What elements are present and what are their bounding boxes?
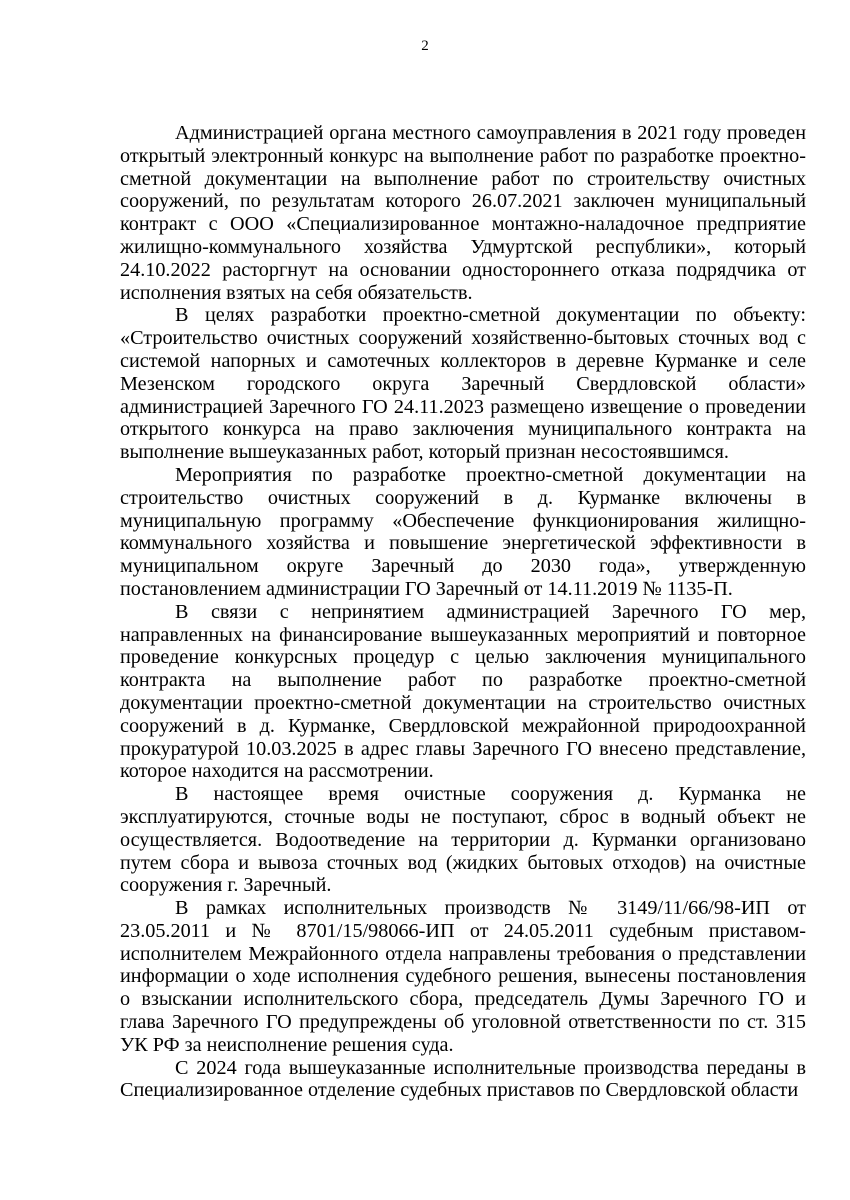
page-number: 2 (421, 38, 429, 54)
paragraph-prosecutor-submission: В связи с непринятием администрацией Заречного ГО мер, направленных на финансирование вышеуказанных мероприятий и повторное проведение конкурсных процедур с целью заключения муниципального контракта на выполнение работ по разработке проектно-сметной документации проектно-сметной документации на строительство очистных сооружений в д. Курманке, Свердловской межрайонной природоохранной прокуратурой 10.03.2025 в адрес главы Заречного ГО внесено представление, которое находится на рассмотрении. (120, 600, 806, 783)
paragraph-transfer-2024: С 2024 года вышеуказанные исполнительные производства переданы в Специализированное отделение судебных приставов по Свердловской области (120, 1056, 806, 1102)
paragraph-contract-2021: Администрацией органа местного самоуправления в 2021 году проведен открытый электронный конкурс на выполнение работ по разработке проектно-сметной документации на выполнение работ по строительству очистных сооружений, по результатам которого 26.07.2021 заключен муниципальный контракт с ООО «Специализированное монтажно-наладочное предприятие жилищно-коммунального хозяйства Удмуртской республики», который 24.10.2022 расторгнут на основании одностороннего отказа подрядчика от исполнения взятых на себя обязательств. (120, 122, 806, 304)
document-body (120, 122, 806, 1102)
paragraph-enforcement-proceedings: В рамках исполнительных производств № 3149/11/66/98-ИП от 23.05.2011 и № 8701/15/98066-ИП от 24.05.2011 судебным приставом-исполнителем Межрайонного отдела направлены требования о представлении информации о ходе исполнения судебного решения, вынесены постановления о взыскании исполнительского сбора, председатель Думы Заречного ГО и глава Заречного ГО предупреждены об уголовной ответственности по ст. 315 УК РФ за неисполнение решения суда. (120, 897, 806, 1056)
paragraph-municipal-program: Мероприятия по разработке проектно-сметной документации на строительство очистных сооружений в д. Курманке включены в муниципальную программу «Обеспечение функционирования жилищно-коммунального хозяйства и повышение энергетической эффективности в муниципальном округе Заречный до 2030 года», утвержденную постановлением администрации ГО Заречный от 14.11.2019 № 1135-П. (120, 463, 806, 600)
paragraph-current-status: В настоящее время очистные сооружения д. Курманка не эксплуатируются, сточные воды не поступают, сброс в водный объект не осуществляется. Водоотведение на территории д. Курманки организовано путем сбора и вывоза сточных вод (жидких бытовых отходов) на очистные сооружения г. Заречный. (120, 783, 806, 897)
paragraph-tender-2023: В целях разработки проектно-сметной документации по объекту: «Строительство очистных сооружений хозяйственно-бытовых сточных вод с системой напорных и самотечных коллекторов в деревне Курманке и селе Мезенском городского округа Заречный Свердловской области» администрацией Заречного ГО 24.11.2023 размещено извещение о проведении открытого конкурса на право заключения муниципального контракта на выполнение вышеуказанных работ, который признан несостоявшимся. (120, 304, 806, 464)
